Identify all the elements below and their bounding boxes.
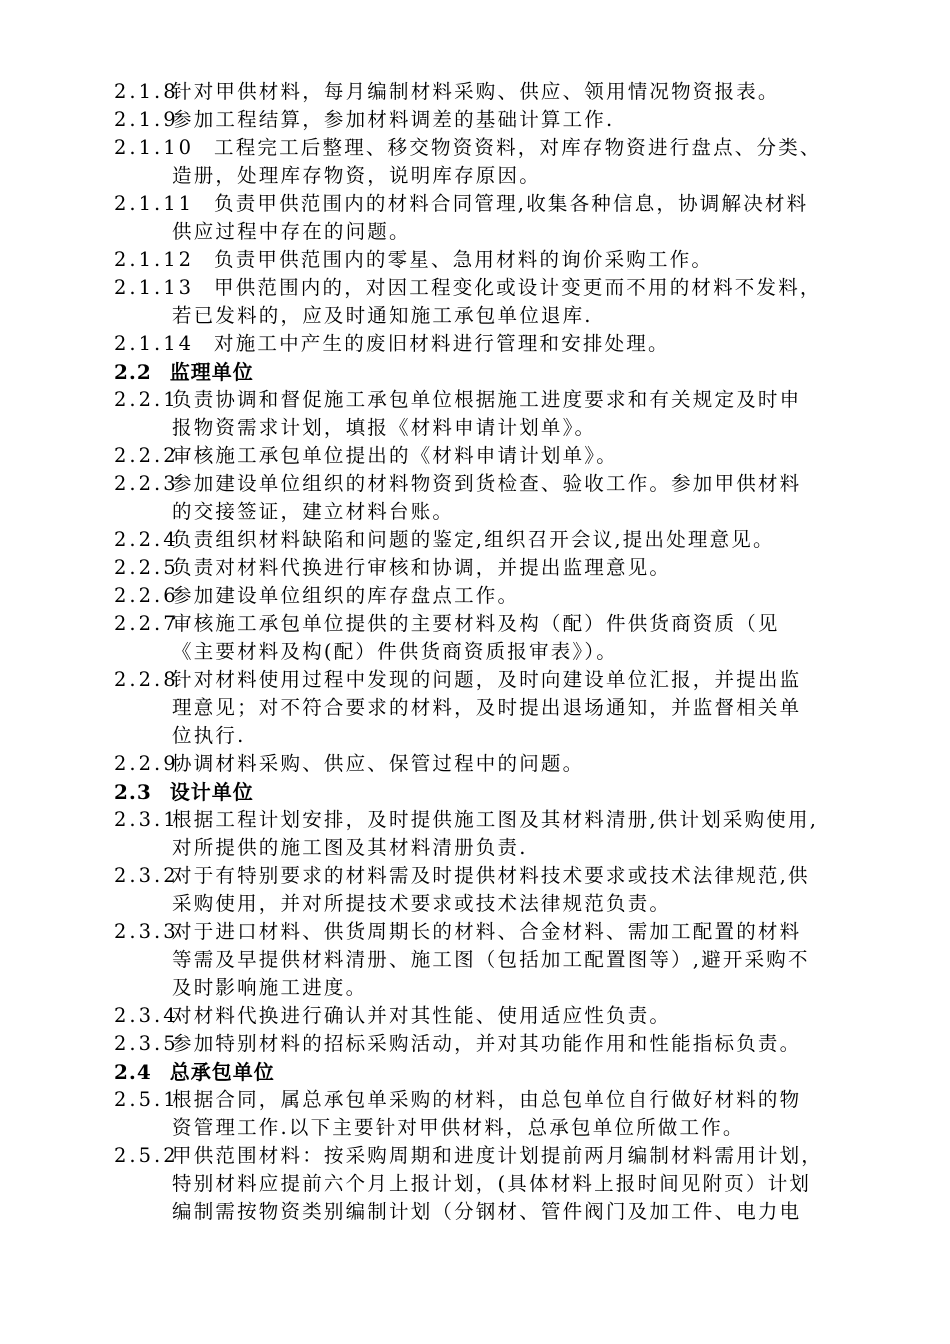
clause-number: 2.5.2 (114, 1144, 179, 1167)
clause-2-1-14 (114, 330, 844, 358)
clause-2-5-1 (114, 1086, 844, 1142)
section-title: 监理单位 (169, 360, 254, 384)
clause-number: 2.2.5 (114, 556, 179, 579)
section-title: 设计单位 (169, 780, 254, 804)
clause-text-line: 参加建设单位组织的材料物资到货检查、验收工作。参加甲供材料 (172, 472, 802, 495)
clause-text-line: 对所提供的施工图及其材料清册负责. (172, 836, 528, 859)
clause-2-3-1 (114, 806, 844, 862)
clause-text-line: 造册，处理库存物资，说明库存原因。 (172, 164, 541, 187)
clause-number: 2.1.13 (114, 276, 195, 299)
clause-text-line: 等需及早提供材料清册、施工图（包括加工配置图等）,避开采购不 (172, 948, 810, 971)
clause-2-1-8 (114, 78, 844, 106)
clause-text-line: 协调材料采购、供应、保管过程中的问题。 (172, 752, 585, 775)
clause-text-line: 资管理工作.以下主要针对甲供材料，总承包单位所做工作。 (172, 1116, 745, 1139)
clause-text-line: 若已发料的，应及时通知施工承包单位退库. (172, 304, 593, 327)
clause-text-line: 负责甲供范围内的材料合同管理,收集各种信息，协调解决材料 (214, 192, 809, 215)
clause-text-line: 甲供范围材料：按采购周期和进度计划提前两月编制材料需用计划， (172, 1144, 824, 1167)
section-title: 总承包单位 (169, 1060, 275, 1084)
clause-text-line: 负责对材料代换进行审核和协调，并提出监理意见。 (172, 556, 672, 579)
clause-2-2-2 (114, 442, 844, 470)
clause-number: 2.1.14 (114, 332, 195, 355)
clause-number: 2.2.1 (114, 388, 179, 411)
clause-text-line: 《主要材料及构(配）件供货商资质报审表》）。 (172, 640, 619, 663)
clause-2-3-2 (114, 862, 844, 918)
clause-2-3-5 (114, 1030, 844, 1058)
clause-text-line: 的交接签证，建立材料台账。 (172, 500, 455, 523)
clause-2-2-9 (114, 750, 844, 778)
section-number: 2.3 (114, 780, 152, 804)
clause-number: 2.1.11 (114, 192, 195, 215)
clause-2-1-13 (114, 274, 844, 330)
clause-2-1-11 (114, 190, 844, 246)
clause-number: 2.2.7 (114, 612, 179, 635)
section-heading-2-2 (114, 358, 254, 386)
clause-number: 2.2.8 (114, 668, 179, 691)
clause-text-line: 负责协调和督促施工承包单位根据施工进度要求和有关规定及时申 (172, 388, 802, 411)
clause-number: 2.2.6 (114, 584, 179, 607)
clause-2-2-6 (114, 582, 844, 610)
section-number: 2.2 (114, 360, 152, 384)
clause-number: 2.1.8 (114, 80, 179, 103)
clause-2-2-8 (114, 666, 844, 750)
clause-2-5-2 (114, 1142, 844, 1226)
clause-2-3-3 (114, 918, 844, 1002)
clause-number: 2.5.1 (114, 1088, 179, 1111)
clause-number: 2.2.2 (114, 444, 179, 467)
clause-2-2-3 (114, 470, 844, 526)
clause-number: 2.3.5 (114, 1032, 179, 1055)
clause-text-line: 采购使用，并对所提技术要求或技术法律规范负责。 (172, 892, 672, 915)
clause-text-line: 工程完工后整理、移交物资资料，对库存物资进行盘点、分类、 (214, 136, 822, 159)
clause-text-line: 针对甲供材料，每月编制材料采购、供应、领用情况物资报表。 (172, 80, 780, 103)
clause-text-line: 负责甲供范围内的零星、急用材料的询价采购工作。 (214, 248, 714, 271)
clause-number: 2.3.2 (114, 864, 179, 887)
clause-text-line: 特别材料应提前六个月上报计划，(具体材料上报时间见附页）计划 (172, 1172, 812, 1195)
clause-text-line: 报物资需求计划，填报《材料申请计划单》。 (172, 416, 597, 439)
clause-number: 2.2.4 (114, 528, 179, 551)
clause-text-line: 参加工程结算，参加材料调差的基础计算工作. (172, 108, 615, 131)
clause-text-line: 负责组织材料缺陷和问题的鉴定,组织召开会议,提出处理意见。 (172, 528, 775, 551)
clause-number: 2.1.12 (114, 248, 195, 271)
clause-text-line: 供应过程中存在的问题。 (172, 220, 411, 243)
clause-text-line: 参加特别材料的招标采购活动，并对其功能作用和性能指标负责。 (172, 1032, 802, 1055)
clause-2-2-4 (114, 526, 844, 554)
clause-text-line: 根据合同，属总承包单采购的材料，由总包单位自行做好材料的物 (172, 1088, 802, 1111)
clause-number: 2.3.1 (114, 808, 179, 831)
clause-number: 2.1.10 (114, 136, 195, 159)
clause-text-line: 理意见；对不符合要求的材料，及时提出退场通知，并监督相关单 (172, 696, 802, 719)
clause-2-1-9 (114, 106, 844, 134)
clause-text-line: 及时影响施工进度。 (172, 976, 368, 999)
clause-2-2-5 (114, 554, 844, 582)
clause-text-line: 位执行. (172, 724, 246, 747)
clause-2-2-1 (114, 386, 844, 442)
clause-number: 2.2.9 (114, 752, 179, 775)
clause-text-line: 对于进口材料、供货周期长的材料、合金材料、需加工配置的材料 (172, 920, 802, 943)
clause-text-line: 编制需按物资类别编制计划（分钢材、管件阀门及加工件、电力电 (172, 1200, 802, 1223)
clause-number: 2.2.3 (114, 472, 179, 495)
clause-text-line: 审核施工承包单位提供的主要材料及构（配）件供货商资质（见 (172, 612, 780, 635)
section-number: 2.4 (114, 1060, 152, 1084)
clause-text-line: 对材料代换进行确认并对其性能、使用适应性负责。 (172, 1004, 672, 1027)
clause-text-line: 对施工中产生的废旧材料进行管理和安排处理。 (214, 332, 670, 355)
clause-text-line: 根据工程计划安排，及时提供施工图及其材料清册,供计划采购使用, (172, 808, 819, 831)
section-heading-2-4 (114, 1058, 275, 1086)
clause-2-3-4 (114, 1002, 844, 1030)
clause-number: 2.3.3 (114, 920, 179, 943)
clause-number: 2.1.9 (114, 108, 179, 131)
clause-2-2-7 (114, 610, 844, 666)
clause-2-1-12 (114, 246, 844, 274)
clause-text-line: 针对材料使用过程中发现的问题，及时向建设单位汇报，并提出监 (172, 668, 802, 691)
clause-text-line: 审核施工承包单位提出的《材料申请计划单》。 (172, 444, 618, 467)
clause-number: 2.3.4 (114, 1004, 179, 1027)
section-heading-2-3 (114, 778, 254, 806)
clause-text-line: 对于有特别要求的材料需及时提供材料技术要求或技术法律规范,供 (172, 864, 810, 887)
clause-text-line: 甲供范围内的，对因工程变化或设计变更而不用的材料不发料， (214, 276, 822, 299)
clause-text-line: 参加建设单位组织的库存盘点工作。 (172, 584, 520, 607)
clause-2-1-10 (114, 134, 844, 190)
